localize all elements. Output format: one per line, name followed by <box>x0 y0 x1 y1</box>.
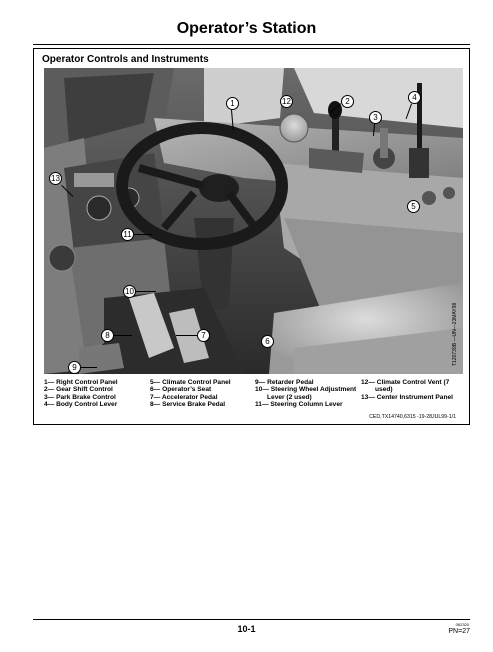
legend-item: Lever (2 used) <box>267 393 312 401</box>
reference-code: CED,TX14740,6315 -19-28JUL99-1/1 <box>369 414 456 420</box>
title-rule <box>33 44 470 45</box>
legend-item: 11— Steering Column Lever <box>255 400 343 408</box>
legend-item: used) <box>375 386 393 394</box>
callout-2: 2 <box>341 95 354 108</box>
legend-item: 1— Right Control Panel <box>44 379 118 386</box>
legend-item: 2— Gear Shift Control <box>44 386 113 394</box>
legend-item: 8— Service Brake Pedal <box>150 400 226 408</box>
callout-8: 8 <box>101 329 114 342</box>
legend-column-4 <box>361 379 453 401</box>
photo-code: T120739B —UN—23MAY98 <box>452 302 458 366</box>
pn-label: PN=27 <box>448 628 470 635</box>
callout-5: 5 <box>407 200 420 213</box>
legend-column-3 <box>255 379 356 408</box>
legend-item: 3— Park Brake Control <box>44 393 116 401</box>
legend-item: 5— Climate Control Panel <box>150 379 231 386</box>
legend-item: 10— Steering Wheel Adjustment <box>255 386 357 394</box>
callout-13: 13 <box>49 172 62 185</box>
legend-column-1 <box>44 379 118 408</box>
callout-3: 3 <box>369 111 382 124</box>
date-code: 062320 <box>455 622 469 627</box>
legend-column-2 <box>150 379 231 408</box>
callout-12: 12 <box>280 95 293 108</box>
legend-item: 7— Accelerator Pedal <box>150 393 218 401</box>
callout-10: 10 <box>123 285 136 298</box>
leader-line <box>136 291 156 292</box>
legend-item: 4— Body Control Lever <box>44 400 118 408</box>
page-title: Operator’s Station <box>176 20 317 37</box>
leader-line <box>176 335 197 336</box>
leader-line <box>134 234 152 235</box>
section-title: Operator Controls and Instruments <box>42 54 209 65</box>
callout-11: 11 <box>121 228 134 241</box>
callout-6: 6 <box>261 335 274 348</box>
legend-item: 12— Climate Control Vent (7 <box>361 379 450 386</box>
callout-9: 9 <box>68 361 81 374</box>
callout-1: 1 <box>226 97 239 110</box>
callout-4: 4 <box>408 91 421 104</box>
leader-line <box>81 367 97 368</box>
legend-item: 13— Center Instrument Panel <box>361 393 453 401</box>
page-number: 10-1 <box>237 624 256 634</box>
footer-rule <box>33 619 470 620</box>
callout-7: 7 <box>197 329 210 342</box>
leader-line <box>114 335 132 336</box>
legend-item: 9— Retarder Pedal <box>255 379 314 386</box>
legend-item: 6— Operator’s Seat <box>150 386 212 394</box>
